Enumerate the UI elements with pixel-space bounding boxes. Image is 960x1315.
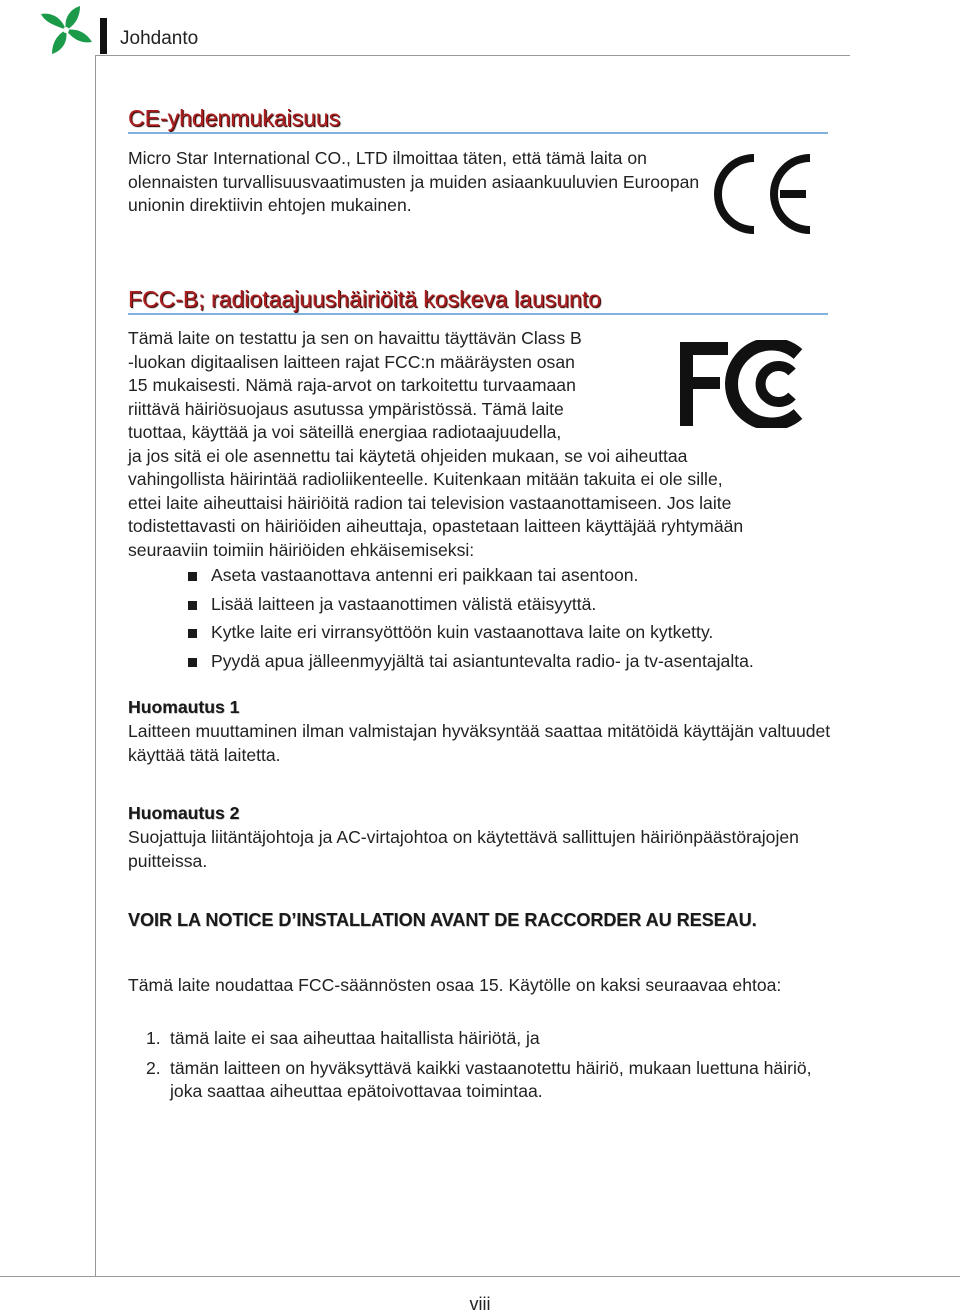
list-item-number: 2. bbox=[146, 1057, 161, 1078]
fcc-paragraph-line: 15 mukaisesti. Nämä raja-arvot on tarkoitettu turvaamaan bbox=[128, 375, 576, 395]
list-item bbox=[128, 1057, 848, 1104]
header-rule bbox=[95, 55, 850, 56]
bullet-square-icon bbox=[188, 601, 197, 610]
fcc-paragraph-line: seuraaviin toimiin häiriöiden ehkäisemiseksi: bbox=[128, 539, 475, 560]
fcc-paragraph-line: ettei laite aiheuttaisi häiriöitä radion tai television vastaanottamiseen. Jos laite bbox=[128, 492, 732, 513]
fcc15-paragraph: Tämä laite noudattaa FCC-säännösten osaa 15. Käytölle on kaksi seuraavaa ehtoa: bbox=[128, 975, 782, 995]
bullet-square-icon bbox=[188, 629, 197, 638]
ce-heading-rule bbox=[128, 132, 828, 134]
fcc15-conditions-list bbox=[128, 1027, 848, 1110]
note2-title: Huomautus 2 bbox=[128, 803, 240, 823]
list-item bbox=[128, 1027, 848, 1051]
fcc-paragraph-line: -luokan digitaalisen laitteen rajat FCC:n määräysten osan bbox=[128, 351, 575, 372]
list-item-text: tämän laitteen on hyväksyttävä kaikki vastaanotettu häiriö, mukaan luettuna häiriö, joka saattaa aiheuttaa epätoivottavaa toimintaa. bbox=[170, 1057, 812, 1101]
ce-mark-icon bbox=[712, 150, 816, 238]
list-item-text: tämä laite ei saa aiheuttaa haitallista häiriötä, ja bbox=[170, 1028, 540, 1048]
section-title: Johdanto bbox=[120, 28, 199, 49]
list-item-text: Lisää laitteen ja vastaanottimen välistä etäisyyttä. bbox=[211, 593, 597, 614]
green-clover-logo-icon bbox=[38, 4, 94, 56]
fcc-paragraph-line: riittävä häiriösuojaus asutussa ympäristössä. Tämä laite bbox=[128, 398, 564, 419]
fcc-heading: FCC-B; radiotaajuushäiriöitä koskeva lausunto bbox=[128, 286, 602, 312]
note2-text: Suojattuja liitäntäjohtoja ja AC-virtajohtoa on käytettävä sallittujen häiriönpäästörajojen puitteissa. bbox=[128, 827, 799, 871]
page-number: viii bbox=[469, 1294, 491, 1314]
list-item-text: Kytke laite eri virransyöttöön kuin vastaanottava laite on kytketty. bbox=[211, 622, 714, 642]
bullet-square-icon bbox=[188, 572, 197, 581]
note1-title: Huomautus 1 bbox=[128, 697, 240, 717]
french-notice: VOIR LA NOTICE D’INSTALLATION AVANT DE RACCORDER AU RESEAU. bbox=[128, 910, 757, 930]
footer-rule bbox=[0, 1276, 960, 1277]
list-item-text: Pyydä apua jälleenmyyjältä tai asiantuntevalta radio- ja tv-asentajalta. bbox=[211, 650, 754, 671]
fcc-paragraph-line: todistettavasti on häiriöiden aiheuttaja, opastetaan laitteen käyttäjää ryhtymään bbox=[128, 516, 744, 536]
fcc-paragraph-line: vahingollista häirintää radioliikenteelle. Kuitenkaan mitään takuita ei ole sille, bbox=[128, 469, 723, 489]
header-accent-bar bbox=[100, 18, 107, 54]
bullet-square-icon bbox=[188, 658, 197, 667]
fcc-logo-icon bbox=[680, 340, 818, 428]
ce-paragraph: Micro Star International CO., LTD ilmoittaa täten, että tämä laita on olennaisten turvallisuusvaatimusten ja muiden asiaankuuluvien Euroopan unionin direktiivin ehtojen mukainen. bbox=[128, 148, 700, 215]
fcc-paragraph-line: ja jos sitä ei ole asennettu tai käytetä ohjeiden mukaan, se voi aiheuttaa bbox=[128, 445, 688, 466]
left-margin-rule bbox=[95, 55, 96, 1277]
fcc-heading-rule bbox=[128, 313, 828, 315]
list-item-number: 1. bbox=[146, 1028, 161, 1048]
fcc-paragraph-line: tuottaa, käyttää ja voi säteillä energiaa radiotaajuudella, bbox=[128, 422, 562, 442]
ce-heading: CE-yhdenmukaisuus bbox=[128, 105, 341, 131]
list-item-text: Aseta vastaanottava antenni eri paikkaan tai asentoon. bbox=[211, 565, 639, 585]
fcc-paragraph-line: Tämä laite on testattu ja sen on havaittu täyttävän Class B bbox=[128, 328, 582, 348]
note1-text: Laitteen muuttaminen ilman valmistajan hyväksyntää saattaa mitätöidä käyttäjän valtuudet käyttää tätä laitetta. bbox=[128, 721, 831, 765]
